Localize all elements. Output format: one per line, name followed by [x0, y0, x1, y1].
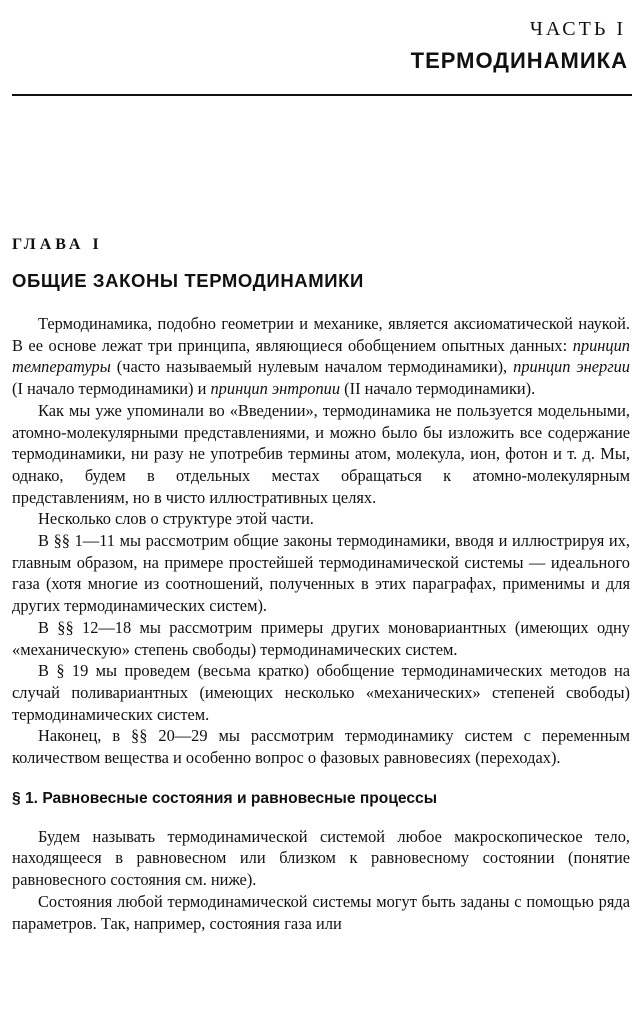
part-title: ТЕРМОДИНАМИКА: [410, 48, 628, 73]
chapter-title: ОБЩИЕ ЗАКОНЫ ТЕРМОДИНАМИКИ: [12, 270, 364, 291]
paragraph-intro: [12, 313, 630, 400]
part-number: ЧАСТЬ I: [529, 18, 626, 40]
emphasis-entropy-principle: принцип энтропии: [210, 379, 341, 399]
text-span: Термодинамика, подобно геометрии и механике, является аксиоматической наукой. В ее основе лежат три принципа, являющиеся обобщением опытных данных:: [12, 314, 630, 355]
paragraph: Наконец, в §§ 20—29 мы рассмотрим термодинамику систем с переменным количеством вещества и особенно вопрос о фазовых равновесиях (переходах).: [12, 726, 630, 768]
paragraph: В §§ 1—11 мы рассмотрим общие законы термодинамики, вводя и иллюстрируя их, главным образом, на примере простейшей термодинамической системы — идеального газа (хотя многие из соотношений, полученных в этих параграфах, применимы и для других термодинамических систем).: [12, 531, 630, 616]
paragraph: Будем называть термодинамической системой любое макроскопическое тело, находящееся в равновесном или близком к равновесному состоянии (понятие равновесного состояния см. ниже).: [12, 826, 630, 890]
paragraph: В § 19 мы проведем (весьма кратко) обобщение термодинамических методов на случай поливариантных (имеющих несколько «механических» степеней свободы) термодинамических систем.: [12, 661, 630, 724]
header-rule: [12, 94, 632, 96]
text-span: (часто называемый нулевым началом термодинамики),: [110, 357, 514, 377]
section-heading: § 1. Равновесные состояния и равновесные процессы: [12, 789, 438, 807]
body-text: [12, 313, 630, 934]
chapter-number: ГЛАВА I: [12, 236, 103, 253]
paragraph: Несколько слов о структуре этой части.: [38, 509, 314, 529]
paragraph: Состояния любой термодинамической системы могут быть заданы с помощью ряда параметров. Так, например, состояния газа или: [12, 891, 630, 933]
paragraph: В §§ 12—18 мы рассмотрим примеры других моновариантных (имеющих одну «механическую» степень свободы) термодинамических систем.: [12, 617, 630, 659]
emphasis-energy-principle: принцип энергии: [513, 357, 631, 377]
text-span: (II начало термодинамики).: [340, 379, 536, 399]
paragraph: Как мы уже упоминали во «Введении», термодинамика не пользуется модельными, атомно-молекулярными представлениями, и можно было бы изложить все содержание термодинамики, ни разу не употребив термины атом, молекула, ион, фотон и т. д. Мы, однако, будем в отдельных местах обращаться к атомно-молекулярным представлениям, но в чисто иллюстративных целях.: [12, 400, 630, 507]
emphasis-temperature-principle: принцип температуры: [12, 335, 630, 377]
text-span: (I начало термодинамики) и: [12, 379, 211, 399]
